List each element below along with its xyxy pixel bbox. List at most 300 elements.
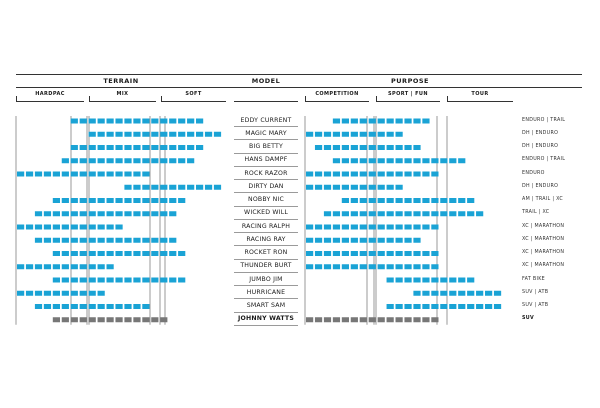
terrain-segment-hans-dampf [107, 158, 114, 163]
purpose-segment-nobby-nic [422, 198, 429, 203]
terrain-segment-wicked-will [124, 211, 131, 216]
terrain-segment-wicked-will [151, 211, 158, 216]
terrain-segment-thunder-burt [44, 264, 51, 269]
terrain-segment-hurricane [35, 291, 42, 296]
purpose-segment-magic-mary [315, 132, 322, 137]
purpose-segment-racing-ralph [324, 225, 331, 230]
terrain-segment-big-betty [187, 145, 194, 150]
terrain-segment-jumbo-jim [133, 278, 140, 283]
purpose-segment-racing-ray [315, 238, 322, 243]
terrain-segment-eddy-current [89, 119, 96, 124]
purpose-segment-rock-razor [315, 172, 322, 177]
purpose-segment-wicked-will [440, 211, 447, 216]
purpose-segment-dirty-dan [387, 185, 394, 190]
model-label: JUMBO JIM [249, 275, 283, 283]
purpose-segment-wicked-will [458, 211, 465, 216]
terrain-segment-jumbo-jim [142, 278, 149, 283]
terrain-segment-johnny-watts [160, 317, 167, 322]
terrain-segment-magic-mary [107, 132, 114, 137]
terrain-segment-magic-mary [160, 132, 167, 137]
purpose-segment-nobby-nic [360, 198, 367, 203]
terrain-segment-smart-sam [35, 304, 42, 309]
purpose-segment-dirty-dan [360, 185, 367, 190]
terrain-segment-big-betty [160, 145, 167, 150]
purpose-segment-eddy-current [351, 119, 358, 124]
purpose-segment-hurricane [431, 291, 438, 296]
terrain-segment-dirty-dan [169, 185, 176, 190]
terrain-segment-smart-sam [89, 304, 96, 309]
purpose-segment-thunder-burt [369, 264, 376, 269]
purpose-segment-rocket-ron [387, 251, 394, 256]
purpose-segment-smart-sam [485, 304, 492, 309]
purpose-segment-racing-ray [396, 238, 403, 243]
purpose-segment-smart-sam [449, 304, 456, 309]
purpose-segment-racing-ralph [369, 225, 376, 230]
terrain-segment-rock-razor [53, 172, 60, 177]
purpose-segment-racing-ray [342, 238, 349, 243]
terrain-segment-hans-dampf [160, 158, 167, 163]
purpose-segment-thunder-burt [342, 264, 349, 269]
terrain-segment-racing-ray [124, 238, 131, 243]
purpose-segment-dirty-dan [342, 185, 349, 190]
terrain-segment-hans-dampf [151, 158, 158, 163]
purpose-segment-racing-ray [324, 238, 331, 243]
terrain-segment-racing-ray [115, 238, 122, 243]
purpose-segment-rocket-ron [413, 251, 420, 256]
usage-label: TRAIL | XC [522, 210, 550, 216]
purpose-segment-magic-mary [324, 132, 331, 137]
terrain-segment-dirty-dan [151, 185, 158, 190]
terrain-segment-big-betty [169, 145, 176, 150]
model-underline-row [234, 312, 298, 313]
purpose-segment-smart-sam [404, 304, 411, 309]
terrain-segment-nobby-nic [107, 198, 114, 203]
purpose-segment-racing-ray [333, 238, 340, 243]
purpose-segment-dirty-dan [324, 185, 331, 190]
purpose-segment-johnny-watts [360, 317, 367, 322]
purpose-segment-dirty-dan [306, 185, 313, 190]
purpose-segment-wicked-will [387, 211, 394, 216]
purpose-segment-hans-dampf [458, 158, 465, 163]
purpose-segment-johnny-watts [324, 317, 331, 322]
purpose-segment-hans-dampf [369, 158, 376, 163]
terrain-segment-racing-ray [35, 238, 42, 243]
purpose-segment-rocket-ron [422, 251, 429, 256]
terrain-segment-magic-mary [196, 132, 203, 137]
terrain-segment-johnny-watts [142, 317, 149, 322]
terrain-segment-jumbo-jim [107, 278, 114, 283]
purpose-segment-rock-razor [369, 172, 376, 177]
terrain-segment-wicked-will [35, 211, 42, 216]
terrain-segment-magic-mary [133, 132, 140, 137]
terrain-segment-eddy-current [151, 119, 158, 124]
purpose-segment-racing-ralph [351, 225, 358, 230]
purpose-segment-magic-mary [369, 132, 376, 137]
purpose-segment-smart-sam [422, 304, 429, 309]
model-label: HURRICANE [246, 288, 286, 296]
purpose-segment-dirty-dan [396, 185, 403, 190]
terrain-segment-magic-mary [115, 132, 122, 137]
purpose-segment-thunder-burt [422, 264, 429, 269]
terrain-segment-johnny-watts [98, 317, 105, 322]
purpose-segment-rock-razor [431, 172, 438, 177]
purpose-segment-thunder-burt [333, 264, 340, 269]
purpose-segment-magic-mary [387, 132, 394, 137]
purpose-segment-johnny-watts [306, 317, 313, 322]
terrain-segment-thunder-burt [35, 264, 42, 269]
purpose-segment-rock-razor [342, 172, 349, 177]
terrain-segment-rock-razor [26, 172, 33, 177]
terrain-segment-rock-razor [89, 172, 96, 177]
terrain-segment-thunder-burt [62, 264, 69, 269]
terrain-segment-rocket-ron [98, 251, 105, 256]
terrain-segment-rock-razor [17, 172, 24, 177]
terrain-segment-thunder-burt [89, 264, 96, 269]
terrain-segment-rocket-ron [169, 251, 176, 256]
terrain-segment-nobby-nic [169, 198, 176, 203]
purpose-segment-smart-sam [396, 304, 403, 309]
purpose-segment-nobby-nic [404, 198, 411, 203]
purpose-segment-rock-razor [306, 172, 313, 177]
purpose-segment-nobby-nic [351, 198, 358, 203]
purpose-segment-big-betty [396, 145, 403, 150]
purpose-segment-wicked-will [378, 211, 385, 216]
terrain-segment-rock-razor [80, 172, 87, 177]
purpose-segment-racing-ralph [378, 225, 385, 230]
terrain-segment-rocket-ron [80, 251, 87, 256]
terrain-segment-magic-mary [178, 132, 185, 137]
usage-label: SUV [522, 316, 534, 322]
terrain-segment-hurricane [71, 291, 78, 296]
terrain-segment-dirty-dan [133, 185, 140, 190]
terrain-segment-nobby-nic [142, 198, 149, 203]
terrain-segment-magic-mary [98, 132, 105, 137]
terrain-segment-big-betty [142, 145, 149, 150]
purpose-segment-dirty-dan [333, 185, 340, 190]
usage-label: DH | ENDURO [522, 144, 559, 149]
model-underline-row [234, 126, 298, 127]
terrain-segment-thunder-burt [80, 264, 87, 269]
purpose-segment-rock-razor [404, 172, 411, 177]
purpose-segment-nobby-nic [467, 198, 474, 203]
terrain-segment-big-betty [115, 145, 122, 150]
purpose-segment-johnny-watts [342, 317, 349, 322]
terrain-segment-eddy-current [178, 119, 185, 124]
purpose-segment-nobby-nic [440, 198, 447, 203]
usage-label: FAT BIKE [522, 276, 545, 282]
purpose-segment-racing-ray [404, 238, 411, 243]
terrain-segment-rocket-ron [89, 251, 96, 256]
purpose-segment-dirty-dan [315, 185, 322, 190]
purpose-segment-rock-razor [351, 172, 358, 177]
terrain-segment-racing-ray [71, 238, 78, 243]
terrain-segment-jumbo-jim [62, 278, 69, 283]
terrain-segment-wicked-will [98, 211, 105, 216]
purpose-segment-rocket-ron [396, 251, 403, 256]
purpose-segment-magic-mary [351, 132, 358, 137]
terrain-segment-racing-ray [107, 238, 114, 243]
purpose-segment-racing-ray [387, 238, 394, 243]
usage-label: SUV | ATB [522, 303, 549, 308]
model-underline-row [234, 259, 298, 260]
terrain-segment-rocket-ron [62, 251, 69, 256]
purpose-segment-racing-ralph [396, 225, 403, 230]
terrain-segment-rocket-ron [133, 251, 140, 256]
tour-subheader: TOUR [471, 91, 489, 97]
purpose-segment-dirty-dan [378, 185, 385, 190]
purpose-segment-thunder-burt [306, 264, 313, 269]
terrain-segment-big-betty [196, 145, 203, 150]
model-underline-row [234, 232, 298, 233]
purpose-segment-dirty-dan [351, 185, 358, 190]
terrain-segment-eddy-current [196, 119, 203, 124]
purpose-segment-big-betty [351, 145, 358, 150]
soft-subheader: SOFT [185, 91, 202, 97]
terrain-segment-eddy-current [107, 119, 114, 124]
purpose-segment-wicked-will [476, 211, 483, 216]
terrain-segment-magic-mary [214, 132, 221, 137]
terrain-segment-big-betty [124, 145, 131, 150]
purpose-segment-hurricane [413, 291, 420, 296]
purpose-segment-rock-razor [396, 172, 403, 177]
terrain-segment-thunder-burt [107, 264, 114, 269]
purpose-segment-big-betty [360, 145, 367, 150]
terrain-segment-rock-razor [35, 172, 42, 177]
terrain-segment-jumbo-jim [80, 278, 87, 283]
purpose-segment-wicked-will [404, 211, 411, 216]
purpose-segment-racing-ralph [315, 225, 322, 230]
terrain-segment-big-betty [71, 145, 78, 150]
purpose-segment-nobby-nic [369, 198, 376, 203]
terrain-segment-magic-mary [142, 132, 149, 137]
purpose-segment-rocket-ron [404, 251, 411, 256]
terrain-segment-rock-razor [62, 172, 69, 177]
purpose-segment-smart-sam [440, 304, 447, 309]
model-header: MODEL [251, 77, 281, 85]
purpose-segment-hans-dampf [413, 158, 420, 163]
purpose-segment-magic-mary [342, 132, 349, 137]
terrain-segment-magic-mary [151, 132, 158, 137]
purpose-segment-rock-razor [324, 172, 331, 177]
terrain-segment-johnny-watts [151, 317, 158, 322]
terrain-segment-racing-ralph [89, 225, 96, 230]
purpose-segment-eddy-current [404, 119, 411, 124]
purpose-segment-racing-ray [351, 238, 358, 243]
purpose-segment-hans-dampf [431, 158, 438, 163]
purpose-segment-hans-dampf [422, 158, 429, 163]
purpose-segment-magic-mary [378, 132, 385, 137]
purpose-segment-rocket-ron [324, 251, 331, 256]
purpose-segment-magic-mary [306, 132, 313, 137]
terrain-segment-nobby-nic [71, 198, 78, 203]
model-underline-row [234, 245, 298, 246]
terrain-segment-dirty-dan [160, 185, 167, 190]
model-underline-row [234, 192, 298, 193]
terrain-segment-dirty-dan [178, 185, 185, 190]
model-label: ROCK RAZOR [244, 169, 288, 177]
terrain-segment-nobby-nic [80, 198, 87, 203]
purpose-segment-jumbo-jim [458, 278, 465, 283]
purpose-segment-hurricane [494, 291, 501, 296]
terrain-segment-magic-mary [205, 132, 212, 137]
model-underline-row [234, 179, 298, 180]
usage-label: ENDURO [522, 170, 545, 176]
purpose-segment-rocket-ron [431, 251, 438, 256]
terrain-segment-jumbo-jim [89, 278, 96, 283]
purpose-segment-nobby-nic [342, 198, 349, 203]
purpose-segment-hans-dampf [387, 158, 394, 163]
terrain-segment-eddy-current [115, 119, 122, 124]
terrain-segment-hurricane [44, 291, 51, 296]
purpose-segment-nobby-nic [413, 198, 420, 203]
purpose-segment-jumbo-jim [431, 278, 438, 283]
terrain-segment-rocket-ron [107, 251, 114, 256]
purpose-segment-rocket-ron [342, 251, 349, 256]
model-label: NOBBY NIC [248, 196, 284, 203]
terrain-segment-racing-ralph [98, 225, 105, 230]
terrain-segment-big-betty [98, 145, 105, 150]
terrain-segment-racing-ralph [17, 225, 24, 230]
purpose-segment-wicked-will [396, 211, 403, 216]
hardpac-subheader: HARDPAC [35, 91, 65, 97]
purpose-segment-racing-ray [369, 238, 376, 243]
terrain-segment-wicked-will [142, 211, 149, 216]
terrain-segment-wicked-will [160, 211, 167, 216]
terrain-segment-racing-ray [133, 238, 140, 243]
terrain-segment-nobby-nic [53, 198, 60, 203]
purpose-segment-wicked-will [449, 211, 456, 216]
purpose-segment-wicked-will [324, 211, 331, 216]
purpose-segment-racing-ralph [422, 225, 429, 230]
terrain-segment-rocket-ron [160, 251, 167, 256]
purpose-segment-jumbo-jim [387, 278, 394, 283]
terrain-segment-jumbo-jim [115, 278, 122, 283]
terrain-segment-smart-sam [44, 304, 51, 309]
purpose-segment-wicked-will [413, 211, 420, 216]
purpose-segment-eddy-current [396, 119, 403, 124]
model-label: JOHNNY WATTS [237, 315, 295, 323]
terrain-segment-hans-dampf [124, 158, 131, 163]
purpose-segment-hurricane [422, 291, 429, 296]
purpose-segment-magic-mary [396, 132, 403, 137]
purpose-segment-hans-dampf [333, 158, 340, 163]
terrain-segment-big-betty [80, 145, 87, 150]
purpose-segment-hurricane [458, 291, 465, 296]
purpose-segment-rock-razor [360, 172, 367, 177]
purpose-segment-hans-dampf [342, 158, 349, 163]
terrain-segment-eddy-current [160, 119, 167, 124]
purpose-segment-thunder-burt [387, 264, 394, 269]
terrain-segment-racing-ray [80, 238, 87, 243]
terrain-segment-jumbo-jim [160, 278, 167, 283]
terrain-segment-hurricane [80, 291, 87, 296]
terrain-segment-smart-sam [53, 304, 60, 309]
terrain-header: TERRAIN [103, 77, 139, 85]
purpose-segment-thunder-burt [360, 264, 367, 269]
terrain-segment-rocket-ron [124, 251, 131, 256]
terrain-segment-racing-ralph [35, 225, 42, 230]
model-label: BIG BETTY [248, 143, 283, 150]
terrain-segment-nobby-nic [124, 198, 131, 203]
purpose-segment-nobby-nic [431, 198, 438, 203]
terrain-segment-dirty-dan [124, 185, 131, 190]
terrain-segment-johnny-watts [133, 317, 140, 322]
terrain-segment-magic-mary [89, 132, 96, 137]
terrain-segment-nobby-nic [151, 198, 158, 203]
terrain-segment-nobby-nic [98, 198, 105, 203]
purpose-segment-big-betty [413, 145, 420, 150]
purpose-segment-racing-ralph [342, 225, 349, 230]
purpose-segment-nobby-nic [378, 198, 385, 203]
model-label: HANS DAMPF [244, 156, 288, 164]
sport-fun-subheader: SPORT | FUN [388, 91, 428, 97]
terrain-segment-racing-ray [89, 238, 96, 243]
purpose-segment-wicked-will [333, 211, 340, 216]
purpose-segment-magic-mary [333, 132, 340, 137]
purpose-segment-johnny-watts [351, 317, 358, 322]
purpose-segment-johnny-watts [333, 317, 340, 322]
purpose-segment-thunder-burt [396, 264, 403, 269]
terrain-segment-nobby-nic [115, 198, 122, 203]
terrain-segment-nobby-nic [89, 198, 96, 203]
usage-label: XC | MARATHON [522, 223, 565, 229]
terrain-segment-hans-dampf [178, 158, 185, 163]
purpose-segment-smart-sam [458, 304, 465, 309]
terrain-segment-wicked-will [169, 211, 176, 216]
terrain-segment-hans-dampf [142, 158, 149, 163]
model-underline-row [234, 219, 298, 220]
purpose-segment-johnny-watts [413, 317, 420, 322]
purpose-segment-hans-dampf [440, 158, 447, 163]
purpose-segment-jumbo-jim [422, 278, 429, 283]
purpose-segment-racing-ralph [360, 225, 367, 230]
terrain-segment-eddy-current [142, 119, 149, 124]
terrain-segment-johnny-watts [53, 317, 60, 322]
terrain-segment-johnny-watts [107, 317, 114, 322]
usage-label: DH | ENDURO [522, 183, 559, 189]
purpose-segment-racing-ray [378, 238, 385, 243]
terrain-segment-smart-sam [133, 304, 140, 309]
terrain-segment-smart-sam [124, 304, 131, 309]
purpose-segment-smart-sam [431, 304, 438, 309]
model-label: EDDY CURRENT [240, 116, 292, 124]
terrain-segment-johnny-watts [89, 317, 96, 322]
terrain-segment-smart-sam [107, 304, 114, 309]
model-underline-row [234, 325, 298, 326]
purpose-segment-rock-razor [387, 172, 394, 177]
terrain-segment-hurricane [17, 291, 24, 296]
terrain-segment-hans-dampf [89, 158, 96, 163]
competition-subheader: COMPETITION [315, 91, 359, 97]
terrain-segment-wicked-will [71, 211, 78, 216]
usage-label: XC | MARATHON [522, 250, 565, 255]
terrain-segment-hans-dampf [71, 158, 78, 163]
terrain-segment-eddy-current [71, 119, 78, 124]
purpose-segment-hans-dampf [360, 158, 367, 163]
purpose-segment-big-betty [333, 145, 340, 150]
terrain-segment-wicked-will [133, 211, 140, 216]
purpose-segment-big-betty [387, 145, 394, 150]
purpose-segment-wicked-will [467, 211, 474, 216]
purpose-segment-big-betty [378, 145, 385, 150]
terrain-segment-racing-ray [142, 238, 149, 243]
terrain-segment-rock-razor [107, 172, 114, 177]
terrain-segment-racing-ray [151, 238, 158, 243]
purpose-segment-thunder-burt [404, 264, 411, 269]
model-label: THUNDER BURT [240, 262, 292, 270]
purpose-segment-racing-ralph [306, 225, 313, 230]
purpose-segment-hurricane [467, 291, 474, 296]
